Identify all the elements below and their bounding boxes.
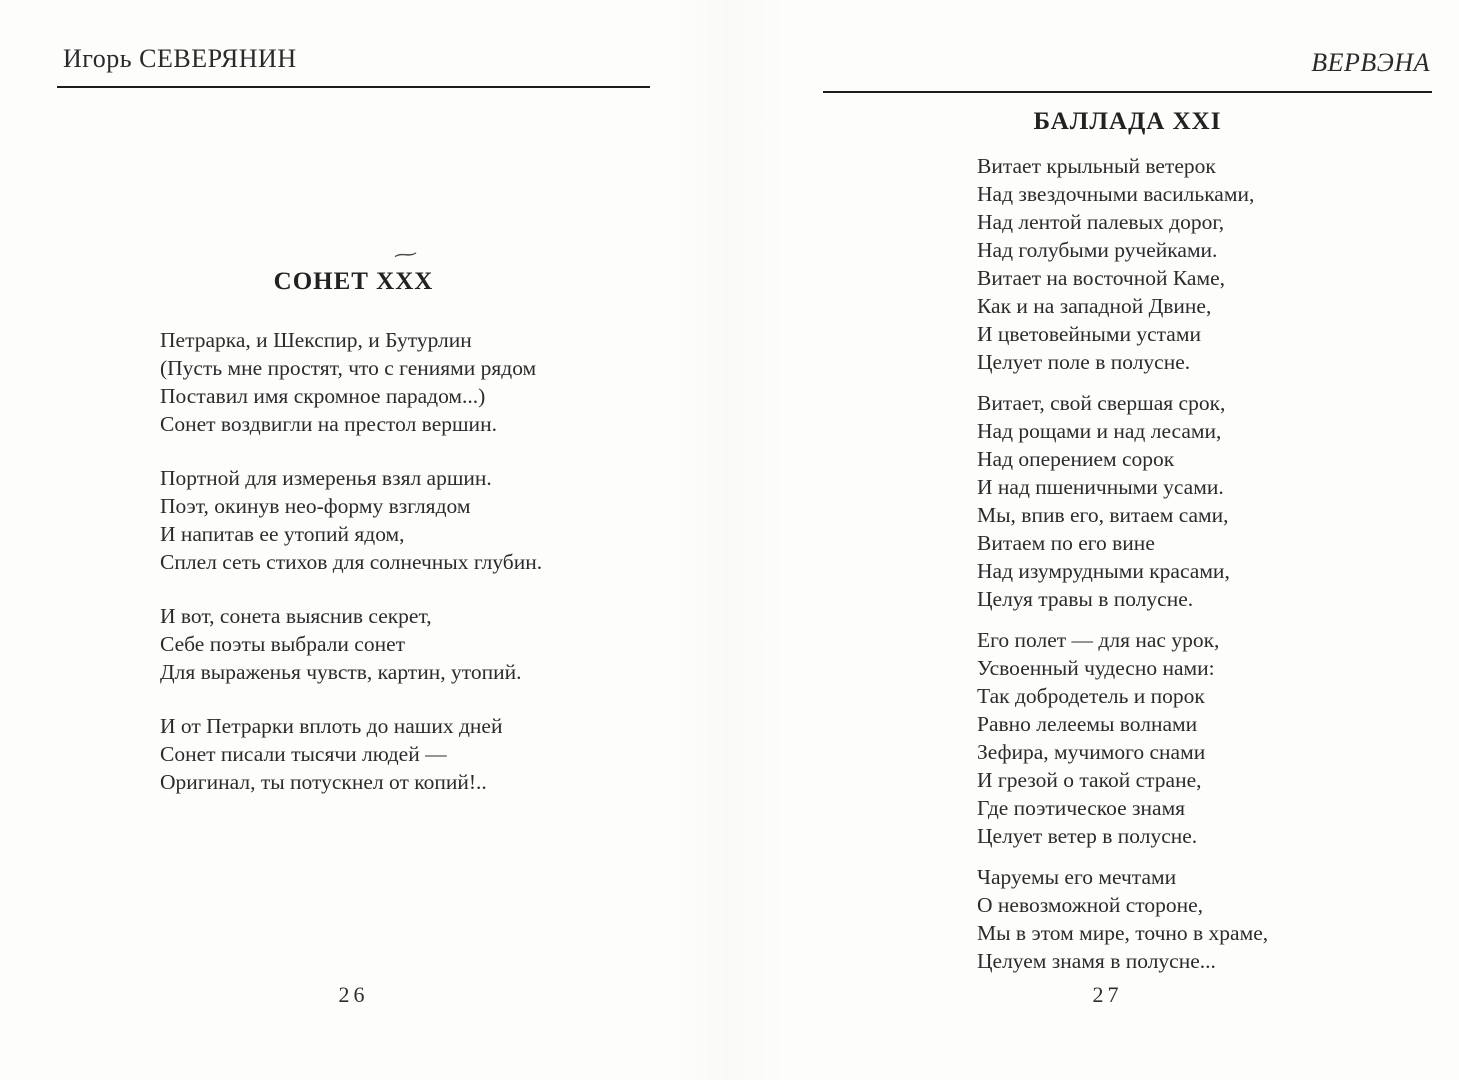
poem-line: Равно лелеемы волнами <box>977 712 1198 736</box>
poem-title-ballada-xxi: БАЛЛАДА XXI <box>1033 108 1222 135</box>
poem-line: Себе поэты выбрали сонет <box>160 632 406 656</box>
poem-line: Витает, свой свершая срок, <box>977 391 1226 415</box>
poem-line: Поставил имя скромное парадом...) <box>160 384 486 408</box>
poem-line: Портной для измеренья взял аршин. <box>160 466 492 490</box>
poem-line: Мы в этом мире, точно в храме, <box>977 921 1269 945</box>
page-number-right: 27 <box>1092 982 1123 1007</box>
poem-line: И над пшеничными усами. <box>977 475 1224 499</box>
poem-line: Над рощами и над лесами, <box>977 419 1222 443</box>
stanza <box>977 152 1432 376</box>
page-right <box>823 0 1432 1080</box>
poem-line: Зефира, мучимого снами <box>977 740 1206 764</box>
poem-line: Как и на западной Двине, <box>977 294 1212 318</box>
poem-line: Над изумрудными красами, <box>977 559 1230 583</box>
header-rule-right <box>823 91 1432 93</box>
poem-line: Оригинал, ты потускнел от копий!.. <box>160 770 487 794</box>
poem-line: Над звездочными васильками, <box>977 182 1255 206</box>
poem-line: Сонет воздвигли на престол вершин. <box>160 412 497 436</box>
stanza <box>160 712 650 796</box>
poem-line: Так добродетель и порок <box>977 684 1205 708</box>
poem-line: О невозможной стороне, <box>977 893 1204 917</box>
poem-line: (Пусть мне простят, что с гениями рядом <box>160 356 537 380</box>
poem-line: Над лентой палевых дорог, <box>977 210 1225 234</box>
stanza <box>160 464 650 576</box>
poem-title-sonnet-xxx: СОНЕТ XXX <box>273 268 434 295</box>
poem-line: Сплел сеть стихов для солнечных глубин. <box>160 550 543 574</box>
poem-line: Поэт, окинув нео-форму взглядом <box>160 494 471 518</box>
stanza <box>977 863 1432 975</box>
poem-line: Над оперением сорок <box>977 447 1175 471</box>
poem-sonnet-xxx <box>160 326 650 822</box>
poem-line: Его полет — для нас урок, <box>977 628 1220 652</box>
poem-line: Витает на восточной Каме, <box>977 266 1225 290</box>
poem-line: И от Петрарки вплоть до наших дней <box>160 714 503 738</box>
poem-line: Мы, впив его, витаем сами, <box>977 503 1229 527</box>
poem-line: Где поэтическое знамя <box>977 796 1186 820</box>
poem-line: Для выраженья чувств, картин, утопий. <box>160 660 522 684</box>
stanza <box>160 326 650 438</box>
poem-line: Чаруемы его мечтами <box>977 865 1177 889</box>
running-header-book-title: ВЕРВЭНА <box>1311 48 1430 77</box>
page-left <box>57 0 650 1080</box>
poem-line: Витает крыльный ветерок <box>977 154 1216 178</box>
poem-ballada-xxi <box>977 152 1432 988</box>
running-header-author: Игорь СЕВЕРЯНИН <box>63 44 297 73</box>
poem-line: Усвоенный чудесно нами: <box>977 656 1215 680</box>
header-rule-left <box>57 86 650 88</box>
poem-line: Петрарка, и Шекспир, и Бутурлин <box>160 328 472 352</box>
poem-line: И цветовейными устами <box>977 322 1201 346</box>
page-number-left: 26 <box>338 982 369 1007</box>
poem-line: Сонет писали тысячи людей — <box>160 742 447 766</box>
poem-line: Целует поле в полусне. <box>977 350 1191 374</box>
poem-line: Целуем знамя в полусне... <box>977 949 1216 973</box>
poem-line: Целует ветер в полусне. <box>977 824 1198 848</box>
poem-line: И грезой о такой стране, <box>977 768 1202 792</box>
stanza <box>977 626 1432 850</box>
stanza <box>160 602 650 686</box>
poem-line: Витаем по его вине <box>977 531 1155 555</box>
stanza <box>977 389 1432 613</box>
poem-line: И напитав ее утопий ядом, <box>160 522 405 546</box>
scan-artifact-mark: ⁓ <box>392 243 419 266</box>
poem-line: Целуя травы в полусне. <box>977 587 1194 611</box>
poem-line: Над голубыми ручейками. <box>977 238 1218 262</box>
poem-line: И вот, сонета выяснив секрет, <box>160 604 432 628</box>
